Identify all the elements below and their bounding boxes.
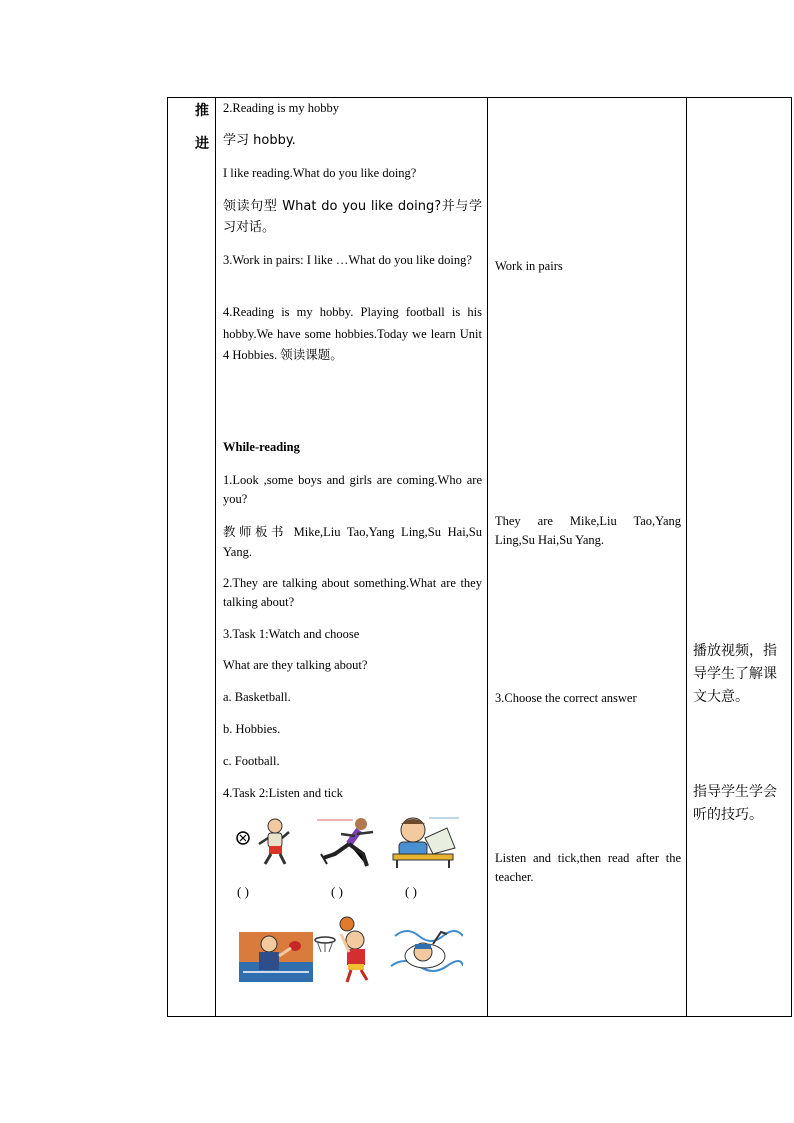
runner-icon <box>313 814 385 870</box>
swimmer-icon <box>389 922 463 982</box>
option-a: a. Basketball. <box>223 690 291 704</box>
answer-bracket: ( ) <box>237 884 249 899</box>
teacher-line: 3.Task 1:Watch and choose <box>223 627 360 641</box>
student-activity-column <box>495 98 681 1016</box>
table-tennis-player-icon <box>239 930 313 984</box>
intent-line: 指导学生学会听的技巧。 <box>693 784 777 823</box>
column-divider <box>487 98 488 1016</box>
answer-bracket: ( ) <box>331 884 343 899</box>
teacher-line: 2.Reading is my hobby <box>223 101 339 115</box>
teacher-activity-column <box>223 98 482 1016</box>
reader-icon <box>389 814 463 870</box>
answer-bracket: ( ) <box>405 884 417 899</box>
stage-column <box>168 98 215 1016</box>
student-line: Listen and tick,then read after the teacher. <box>495 851 681 884</box>
column-divider <box>215 98 216 1016</box>
teacher-line: What are they talking about? <box>223 658 368 672</box>
basketball-player-icon <box>311 914 385 984</box>
lesson-table <box>167 97 792 1017</box>
teacher-line: 4.Task 2:Listen and tick <box>223 786 343 800</box>
football-player-icon <box>235 816 299 868</box>
section-heading: While-reading <box>223 440 300 454</box>
teacher-line: 1.Look ,some boys and girls are coming.Who are you? <box>223 473 482 506</box>
design-intent-column <box>693 98 788 1016</box>
teacher-line: 教师板书 Mike,Liu Tao,Yang Ling,Su Hai,Su Yang. <box>223 525 482 559</box>
teacher-line: I like reading.What do you like doing? <box>223 166 417 180</box>
teacher-line: 3.Work in pairs: I like …What do you like doing? <box>223 253 472 267</box>
teacher-line: 学习 hobby. <box>223 133 296 148</box>
student-line: 3.Choose the correct answer <box>495 691 637 705</box>
stage-char: 进 <box>195 136 209 152</box>
column-divider <box>686 98 687 1016</box>
teacher-line: 领读句型 What do you like doing?并与学习对话。 <box>223 199 482 235</box>
option-c: c. Football. <box>223 754 280 768</box>
student-line: Work in pairs <box>495 259 563 273</box>
teacher-line: 4.Reading is my hobby. Playing football is his hobby.We have some hobbies.Today we learn Unit 4 Hobbies. 领读课题。 <box>223 305 482 362</box>
teacher-line: 2.They are talking about something.What are they talking about? <box>223 576 482 609</box>
stage-char: 推 <box>195 103 209 119</box>
intent-line: 播放视频，指导学生了解课文大意。 <box>693 643 777 705</box>
option-b: b. Hobbies. <box>223 722 281 736</box>
student-line: They are Mike,Liu Tao,Yang Ling,Su Hai,Su Yang. <box>495 514 681 547</box>
